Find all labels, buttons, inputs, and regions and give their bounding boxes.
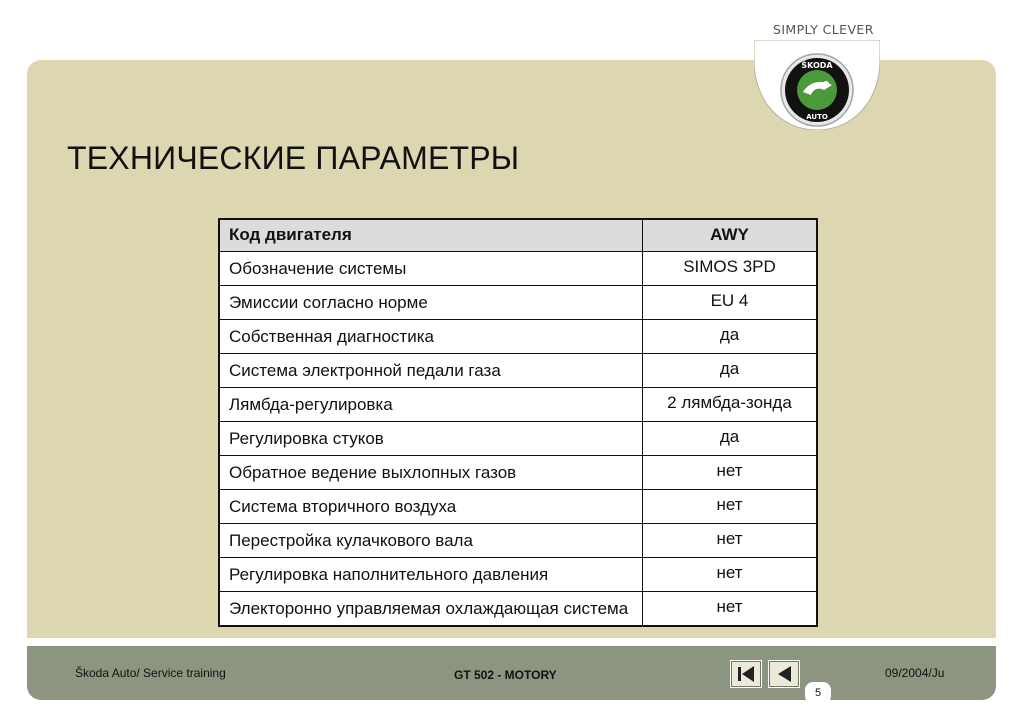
row-value: нет: [643, 490, 818, 524]
row-value: да: [643, 422, 818, 456]
table-row: [219, 388, 817, 422]
spec-table: [218, 218, 818, 627]
first-page-icon: [731, 661, 761, 687]
row-param: Обратное ведение выхлопных газов: [219, 456, 643, 490]
row-param: Перестройка кулачкового вала: [219, 524, 643, 558]
row-param: Регулировка стуков: [219, 422, 643, 456]
row-value: да: [643, 320, 818, 354]
header-value: AWY: [643, 219, 818, 252]
table-row: [219, 490, 817, 524]
footer-company: Škoda Auto/ Service training: [75, 666, 226, 680]
footer-bar: [27, 646, 996, 700]
row-value: нет: [643, 456, 818, 490]
row-param: Обозначение системы: [219, 252, 643, 286]
row-value: да: [643, 354, 818, 388]
logo-text-bottom: AUTO: [806, 113, 828, 121]
row-param: Система электронной педали газа: [219, 354, 643, 388]
row-param: Эмиссии согласно норме: [219, 286, 643, 320]
table-row: [219, 354, 817, 388]
row-value: 2 лямбда-зонда: [643, 388, 818, 422]
table-row: [219, 456, 817, 490]
row-value: нет: [643, 558, 818, 592]
row-param: Электоронно управляемая охлаждающая система: [219, 592, 643, 627]
table-header-row: [219, 219, 817, 252]
page-number: 5: [805, 682, 831, 704]
header-param: Код двигателя: [219, 219, 643, 252]
row-value: SIMOS 3PD: [643, 252, 818, 286]
previous-page-button[interactable]: [768, 660, 800, 688]
row-value: нет: [643, 592, 818, 627]
row-value: EU 4: [643, 286, 818, 320]
skoda-logo: [754, 40, 880, 130]
row-param: Лямбда-регулировка: [219, 388, 643, 422]
row-param: Система вторичного воздуха: [219, 490, 643, 524]
first-page-button[interactable]: [730, 660, 762, 688]
page-title: ТЕХНИЧЕСКИЕ ПАРАМЕТРЫ: [67, 140, 520, 176]
footer-course: GT 502 - MOTORY: [454, 668, 557, 682]
table-row: [219, 286, 817, 320]
table-row: [219, 252, 817, 286]
previous-page-icon: [769, 661, 799, 687]
row-value: нет: [643, 524, 818, 558]
table-row: [219, 320, 817, 354]
table-row: [219, 558, 817, 592]
logo-text-top: ŠKODA: [801, 61, 833, 70]
table-row: [219, 422, 817, 456]
footer-date: 09/2004/Ju: [885, 666, 945, 680]
row-param: Собственная диагностика: [219, 320, 643, 354]
table-row: [219, 592, 817, 627]
brand-slogan: SIMPLY CLEVER: [773, 22, 874, 37]
row-param: Регулировка наполнительного давления: [219, 558, 643, 592]
table-row: [219, 524, 817, 558]
